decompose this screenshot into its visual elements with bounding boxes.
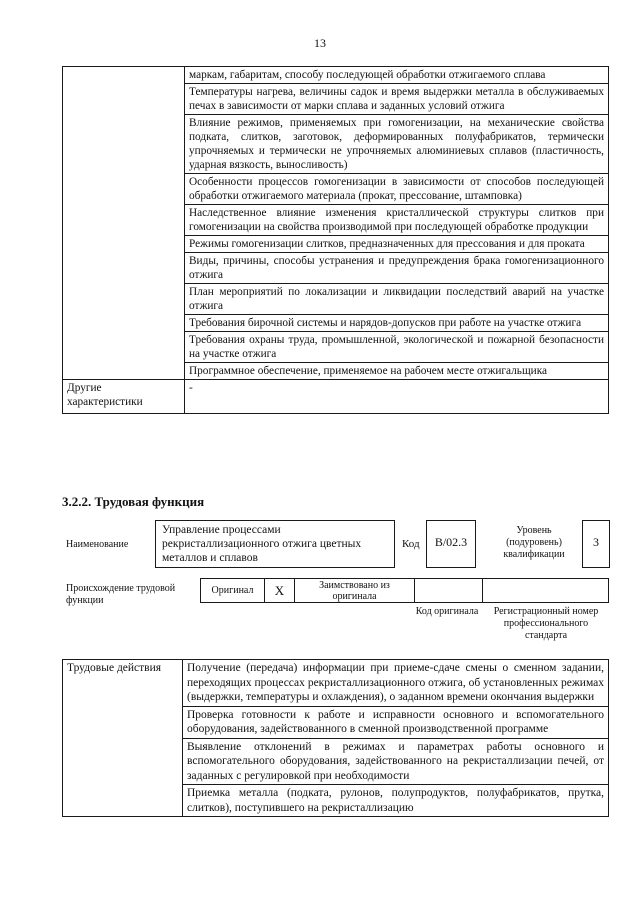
- table-cell: маркам, габаритам, способу последующей обработки отжигаемого сплава: [185, 67, 609, 84]
- original-cell: Оригинал: [201, 579, 265, 603]
- table-cell: Приемка металла (подката, рулонов, полупродуктов, полуфабрикатов, прутка, слитков), поступившего на рекристаллизацию: [183, 785, 609, 817]
- table-cell: Требования бирочной системы и нарядов-допусков при работе на участке отжига: [185, 315, 609, 332]
- registration-number-cell: [483, 579, 609, 603]
- table-row: [63, 67, 609, 84]
- table-cell: Особенности процессов гомогенизации в зависимости от способов последующей обработки отжигаемого материала (прокат, прессование, штамповка): [185, 174, 609, 205]
- table-cell: Получение (передача) информации при приеме-сдаче смены о сменном задании, переходящих процессах рекристаллизационного отжига, об установленных режимах (выдержки, температуры и охлаждения), о заданном времени окончания выдержки: [183, 660, 609, 707]
- level-field: 3: [582, 520, 610, 568]
- table-cell: Режимы гомогенизации слитков, предназначенных для прессования и для проката: [185, 236, 609, 253]
- table-cell: Программное обеспечение, применяемое на рабочем месте отжигальщика: [185, 363, 609, 380]
- code-field: B/02.3: [426, 520, 476, 568]
- other-characteristics-value: -: [185, 380, 609, 414]
- page-number: 13: [314, 36, 326, 50]
- code-label: Код: [402, 538, 420, 550]
- original-code-caption: Код оригинала: [415, 606, 479, 617]
- table-row-other: [63, 380, 609, 414]
- original-code-cell: [415, 579, 483, 603]
- table-cell: Виды, причины, способы устранения и предупреждения брака гомогенизационного отжига: [185, 253, 609, 284]
- borrowed-cell: Заимствовано из оригинала: [295, 579, 415, 603]
- table-cell: Выявление отклонений в режимах и параметрах работы основного и вспомогательного оборудования, задействованного на рекристаллизации печей, от заданных с регулировкой при необходимости: [183, 738, 609, 785]
- table-cell: Проверка готовности к работе и исправности основного и вспомогательного оборудования, задействованного в сменной производственной программе: [183, 706, 609, 738]
- name-label: Наименование: [66, 539, 129, 550]
- origin-table: [200, 578, 609, 603]
- table-cell: Наследственное влияние изменения кристаллической структуры слитков при гомогенизации на свойства производимой при последующей обработке продукции: [185, 205, 609, 236]
- original-mark: X: [265, 579, 295, 603]
- origin-label: Происхождение трудовой функции: [66, 583, 176, 606]
- table-cell: Требования охраны труда, промышленной, экологической и пожарной безопасности на участке отжига: [185, 332, 609, 363]
- table-cell: Температуры нагрева, величины садок и время выдержки металла в обслуживаемых печах в зависимости от марки сплава и заданных условий отжига: [185, 84, 609, 115]
- category-cell-continued: [63, 67, 185, 380]
- other-characteristics-label: Другие характеристики: [63, 380, 185, 414]
- knowledge-table: [62, 66, 609, 414]
- function-name-field: Управление процессами рекристаллизационного отжига цветных металлов и сплавов: [155, 520, 395, 568]
- labor-actions-table: [62, 659, 609, 817]
- labor-actions-label: Трудовые действия: [63, 660, 183, 817]
- table-cell: Влияние режимов, применяемых при гомогенизации, на механические свойства подката, слитков, заготовок, деформированных полуфабрикатов, термически упрочняемых и термически не упрочняемых алюминиевых сплавов (пластичность, ударная вязкость, выносливость): [185, 115, 609, 174]
- level-label: Уровень (подуровень) квалификации: [503, 525, 565, 560]
- table-row: [201, 579, 609, 603]
- table-cell: План мероприятий по локализации и ликвидации последствий аварий на участке отжига: [185, 284, 609, 315]
- table-row: [63, 660, 609, 707]
- registration-number-caption: Регистрационный номер профессионального стандарта: [493, 606, 599, 641]
- section-heading: 3.2.2. Трудовая функция: [62, 494, 205, 509]
